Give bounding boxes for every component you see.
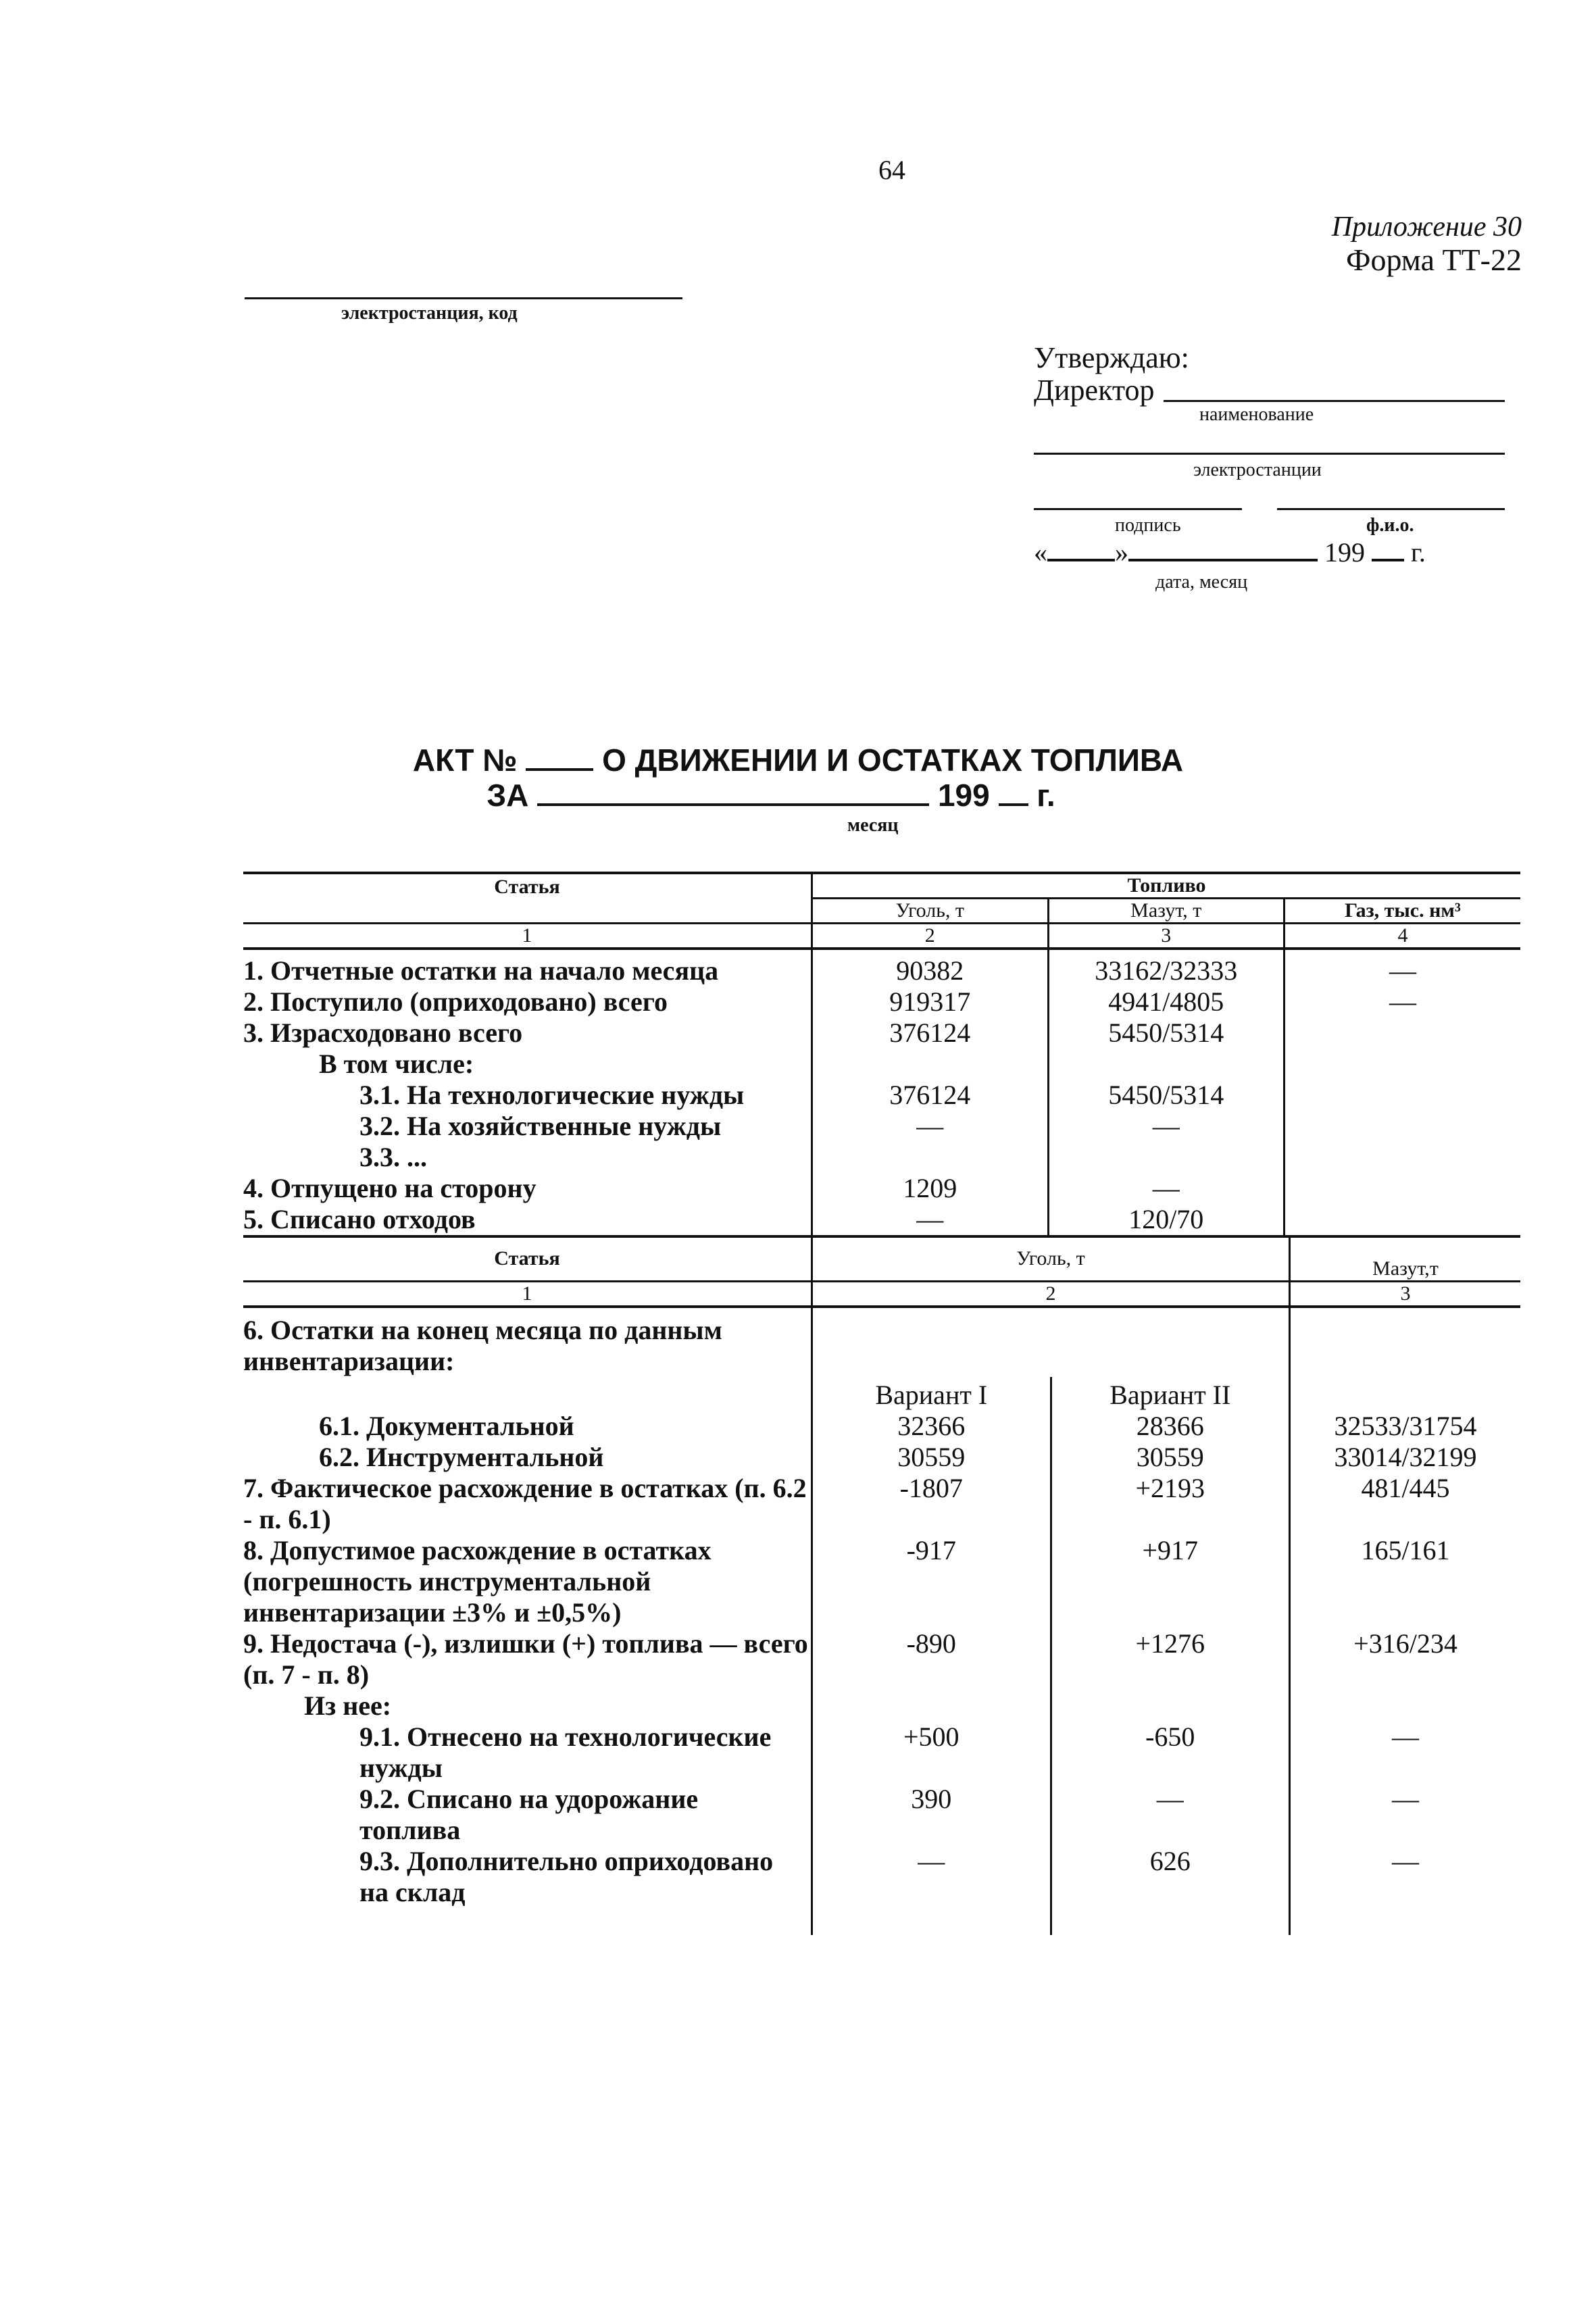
coal-value: 90382: [812, 949, 1049, 986]
table-row: [243, 1628, 1520, 1690]
gas-value: —: [1389, 986, 1416, 1017]
gas-value: [1285, 1080, 1521, 1111]
row-label: 3.3. ...: [243, 1142, 812, 1173]
row-label: 9. Недостача (-), излишки (+) топлива — всего (п. 7 - п. 8): [243, 1628, 812, 1690]
variant-1-value: 390: [812, 1784, 1051, 1846]
variant-1-label: Вариант I: [812, 1377, 1051, 1411]
table-row: [243, 986, 1520, 1018]
table-row: [243, 1111, 1520, 1142]
station-code-line: [245, 297, 682, 299]
station-caption: электростанции: [1193, 459, 1322, 480]
period-year-blank: [999, 803, 1028, 806]
variant-1-value: 32366: [812, 1411, 1051, 1442]
table-row: [243, 1722, 1520, 1784]
coal-value: [812, 1142, 1049, 1173]
quote-close: »: [1115, 537, 1128, 568]
variant-1-value: —: [812, 1846, 1051, 1935]
row-label: 9.1. Отнесено на технологические нужды: [243, 1722, 812, 1784]
coal-value: [812, 1049, 1049, 1080]
mazut-value: 481/445: [1361, 1472, 1450, 1503]
header-n1-2: 1: [243, 1281, 812, 1307]
coal-value: —: [812, 1204, 1049, 1236]
period-prefix: ЗА: [487, 778, 529, 813]
row-label: 2. Поступило (оприходовано) всего: [243, 986, 812, 1018]
row-label: 9.3. Дополнительно оприходовано на склад: [243, 1846, 812, 1935]
variant-1-value: 30559: [812, 1442, 1051, 1473]
row-label: 8. Допустимое расхождение в остатках (погрешность инструментальной инвентаризации ±3% и ±0,5%): [243, 1535, 812, 1628]
table-row: [243, 1049, 1520, 1080]
variant-2-value: 28366: [1051, 1411, 1290, 1442]
header-coal: Уголь, т: [812, 899, 1049, 924]
mazut-value: [1048, 1049, 1285, 1080]
coal-value: 376124: [812, 1018, 1049, 1049]
variant-2-label: Вариант II: [1051, 1377, 1290, 1411]
table-row: [243, 1018, 1520, 1049]
act-number-blank: [526, 768, 593, 771]
station-code-caption: электростанция, код: [341, 303, 518, 324]
coal-value: 376124: [812, 1080, 1049, 1111]
mazut-value: —: [1392, 1845, 1419, 1876]
coal-value: 1209: [812, 1173, 1049, 1204]
director-name-line: [1164, 400, 1505, 402]
table-row: [243, 1080, 1520, 1111]
row-label: 9.2. Списано на удорожание топлива: [243, 1784, 812, 1846]
gas-value: —: [1389, 955, 1416, 986]
header-n2: 2: [812, 924, 1049, 949]
header-n3: 3: [1048, 924, 1285, 949]
variant-1-value: -917: [812, 1535, 1051, 1628]
month-caption: месяц: [847, 815, 899, 836]
row-label: 3.1. На технологические нужды: [243, 1080, 812, 1111]
row-label: 4. Отпущено на сторону: [243, 1173, 812, 1204]
fuel-movement-table: [243, 872, 1520, 1935]
row-label: 7. Фактическое расхождение в остатках (п. 6.2 - п. 6.1): [243, 1473, 812, 1535]
header-n1: 1: [243, 924, 812, 949]
period-suffix: г.: [1037, 778, 1055, 813]
header-n4: 4: [1285, 924, 1521, 949]
header-gas: Газ, тыс. нм³: [1285, 899, 1521, 924]
gas-value: [1285, 1173, 1521, 1204]
mazut-value: 32533/31754: [1334, 1410, 1477, 1441]
mazut-value: —: [1048, 1111, 1285, 1142]
table-row: [243, 1690, 1520, 1722]
approve-label: Утверждаю:: [1034, 341, 1189, 374]
gas-value: [1285, 1204, 1521, 1236]
table-row: [243, 1204, 1520, 1236]
station-line: [1034, 453, 1505, 455]
header-coal-2: Уголь, т: [812, 1238, 1290, 1281]
table-row: [243, 1784, 1520, 1846]
year-blank: [1372, 559, 1404, 561]
table-row: [243, 1307, 1520, 1377]
act-number-prefix: АКТ №: [412, 743, 518, 778]
mazut-value: [1290, 1690, 1521, 1722]
table-row: [243, 1411, 1520, 1442]
fio-line: [1277, 508, 1505, 510]
gas-value: [1285, 1018, 1521, 1049]
act-title-text: О ДВИЖЕНИИ И ОСТАТКАХ ТОПЛИВА: [602, 743, 1184, 778]
page-number: 64: [878, 155, 905, 185]
date-row: [1034, 536, 1426, 568]
table-row: [243, 1473, 1520, 1535]
year-suffix: г.: [1411, 537, 1426, 568]
inventory-table: [243, 1238, 1520, 1935]
mazut-value: 33162/32333: [1048, 949, 1285, 986]
act-title-line2: [0, 777, 1569, 813]
quote-open: «: [1034, 537, 1047, 568]
table-row: [243, 1142, 1520, 1173]
day-blank: [1047, 559, 1115, 561]
table-row: [243, 949, 1520, 986]
mazut-value: 33014/32199: [1334, 1441, 1477, 1472]
mazut-value: 120/70: [1048, 1204, 1285, 1236]
gas-value: [1285, 1142, 1521, 1173]
fio-caption: ф.и.о.: [1366, 515, 1414, 536]
variant-2-value: 626: [1051, 1846, 1290, 1935]
row-label: 3.2. На хозяйственные нужды: [243, 1111, 812, 1142]
table-row: [243, 1442, 1520, 1473]
variant-2-value: [1051, 1690, 1290, 1722]
year-label: 199: [1324, 537, 1365, 568]
header-n2-2: 2: [812, 1281, 1290, 1307]
signature-caption: подпись: [1115, 515, 1181, 536]
row-label: 6. Остатки на конец месяца по данным инвентаризации:: [243, 1307, 812, 1377]
variant-2-value: -650: [1051, 1722, 1290, 1784]
variant-1-value: [812, 1690, 1051, 1722]
variant-1-value: +500: [812, 1722, 1051, 1784]
coal-value: —: [812, 1111, 1049, 1142]
variant-2-value: +2193: [1051, 1473, 1290, 1535]
variant-1-value: -890: [812, 1628, 1051, 1690]
variant-2-value: +1276: [1051, 1628, 1290, 1690]
coal-value: 919317: [812, 986, 1049, 1018]
gas-value: [1285, 1049, 1521, 1080]
date-caption: дата, месяц: [1155, 572, 1248, 593]
table-row: [243, 1535, 1520, 1628]
header-article-2: Статья: [243, 1238, 812, 1281]
mazut-value: 165/161: [1361, 1534, 1450, 1565]
gas-value: [1285, 1111, 1521, 1142]
row-label: Из нее:: [243, 1690, 812, 1722]
act-title-line1: [0, 742, 1596, 778]
row-label: 6.2. Инструментальной: [243, 1442, 812, 1473]
header-article: Статья: [243, 873, 812, 924]
mazut-value: —: [1392, 1783, 1419, 1814]
table-row: [243, 1377, 1520, 1411]
variant-1-value: -1807: [812, 1473, 1051, 1535]
mazut-value: [1048, 1142, 1285, 1173]
mazut-value: 5450/5314: [1048, 1080, 1285, 1111]
mazut-value: 4941/4805: [1048, 986, 1285, 1018]
month-blank: [1128, 559, 1318, 561]
period-year: 199: [937, 778, 990, 813]
variant-2-value: —: [1051, 1784, 1290, 1846]
row-label: 1. Отчетные остатки на начало месяца: [243, 949, 812, 986]
variant-2-value: +917: [1051, 1535, 1290, 1628]
row-label: В том числе:: [243, 1049, 812, 1080]
month-period-blank: [537, 803, 929, 806]
table-row: [243, 1846, 1520, 1935]
row-label: 5. Списано отходов: [243, 1204, 812, 1236]
signature-line: [1034, 508, 1242, 510]
appendix-label: Приложение 30: [1331, 211, 1522, 243]
director-label: Директор: [1034, 374, 1155, 407]
mazut-value: —: [1048, 1173, 1285, 1204]
form-name: Форма ТТ-22: [1346, 243, 1522, 277]
row-label: 3. Израсходовано всего: [243, 1018, 812, 1049]
header-n3-2: 3: [1290, 1281, 1521, 1307]
header-fuel: Топливо: [812, 873, 1521, 899]
header-mazut-2: Мазут,т: [1290, 1238, 1521, 1281]
table-row: [243, 1173, 1520, 1204]
mazut-value: 5450/5314: [1048, 1018, 1285, 1049]
row-label: 6.1. Документальной: [243, 1411, 812, 1442]
mazut-value: —: [1392, 1721, 1419, 1752]
variant-2-value: 30559: [1051, 1442, 1290, 1473]
name-caption: наименование: [1199, 404, 1314, 425]
header-mazut: Мазут, т: [1048, 899, 1285, 924]
mazut-value: +316/234: [1353, 1628, 1457, 1659]
